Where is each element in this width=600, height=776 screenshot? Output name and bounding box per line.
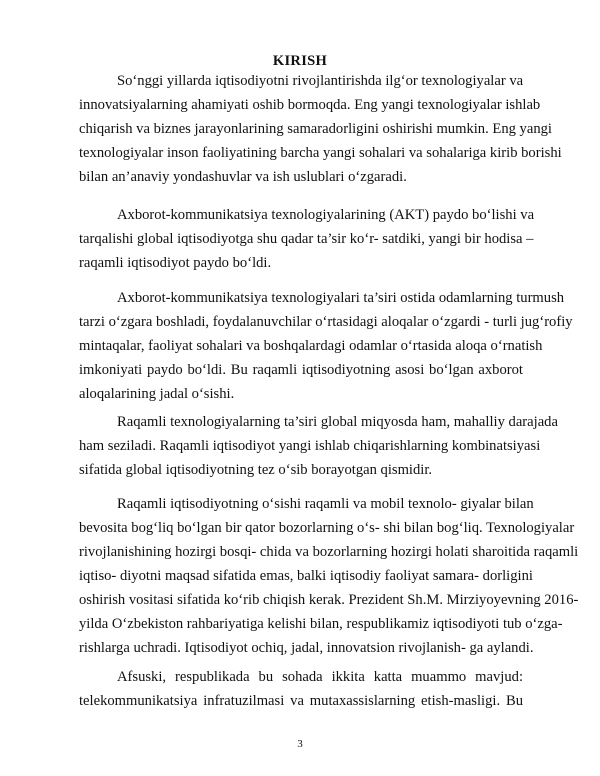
text-line: telekommunikatsiya infratuzilmasi va mutaxassislarning etish-masligi. Bu	[79, 693, 523, 709]
page-number: 3	[297, 738, 303, 750]
text-line: texnologiyalar inson faoliyatining barcha yangi sohalari va sohalariga kirib borishi	[79, 145, 562, 161]
paragraph-3	[79, 286, 573, 406]
text-line: Axborot-kommunikatsiya texnologiyalari ta’siri ostida odamlarning turmush	[117, 290, 565, 306]
text-line: innovatsiyalarning ahamiyati oshib bormoqda. Eng yangi texnologiyalar ishlab	[79, 97, 541, 113]
paragraph-5	[79, 492, 579, 660]
page-heading: KIRISH	[272, 53, 328, 69]
text-line: rishlarga uchradi. Iqtisodiyot ochiq, jadal, innovatsion rivojlanish- ga aylandi.	[79, 640, 534, 656]
text-line: imkoniyati paydo bo‘ldi. Bu raqamli iqtisodiyotning asosi bo‘lgan axborot	[79, 362, 523, 378]
text-line: Raqamli iqtisodiyotning o‘sishi raqamli va mobil texnolo- giyalar bilan	[117, 496, 534, 512]
text-line: mintaqalar, faoliyat sohalari va boshqalardagi odamlar o‘rtasida aloqa o‘rnatish	[79, 338, 543, 354]
text-line: Axborot-kommunikatsiya texnologiyalarining (AKT) paydo bo‘lishi va	[117, 207, 535, 223]
text-line: sifatida global iqtisodiyotning tez o‘sib borayotgan qismidir.	[79, 462, 433, 478]
text-line: Afsuski, respublikada bu sohada ikkita katta muammo mavjud:	[117, 669, 523, 685]
text-line: tarzi o‘zgara boshladi, foydalanuvchilar o‘rtasidagi aloqalar o‘zgardi - turli jug‘rofiy	[79, 314, 573, 330]
text-line: yilda O‘zbekiston rahbariyatiga kelishi bilan, respublikamiz iqtisodiyoti tub o‘zga-	[79, 616, 563, 632]
text-line: bilan an’anaviy yondashuvlar va ish uslublari o‘zgaradi.	[79, 169, 407, 185]
text-line: raqamli iqtisodiyot paydo bo‘ldi.	[79, 255, 272, 271]
text-line: bevosita bog‘liq bo‘lgan bir qator bozorlarning o‘s- shi bilan bog‘liq. Texnologiyalar	[79, 520, 575, 536]
text-line: iqtiso- diyotni maqsad sifatida emas, balki iqtisodiy faoliyat samara- dorligini	[79, 568, 533, 584]
text-line: ham seziladi. Raqamli iqtisodiyot yangi ishlab chiqarishlarning kombinatsiyasi	[79, 438, 541, 454]
text-line: oshirish vositasi sifatida ko‘rib chiqish kerak. Prezident Sh.M. Mirziyoyevning 2016-	[79, 592, 579, 608]
text-line: Raqamli texnologiyalarning ta’siri global miqyosda ham, mahalliy darajada	[117, 414, 558, 430]
text-line: aloqalarining jadal o‘sishi.	[79, 386, 235, 402]
text-line: chiqarish va biznes jarayonlarining samaradorligini oshirishi mumkin. Eng yangi	[79, 121, 552, 137]
text-line: rivojlanishining hozirgi bosqi- chida va bozorlarning hozirgi holati sharoitida raqamli	[79, 544, 579, 560]
paragraph-4	[79, 410, 558, 482]
paragraph-1	[79, 69, 562, 189]
text-line: So‘nggi yillarda iqtisodiyotni rivojlantirishda ilg‘or texnologiyalar va	[117, 73, 524, 89]
text-line: tarqalishi global iqtisodiyotga shu qadar ta’sir ko‘r- satdiki, yangi bir hodisa –	[79, 231, 534, 247]
paragraph-2	[79, 203, 535, 275]
paragraph-6	[79, 665, 523, 713]
